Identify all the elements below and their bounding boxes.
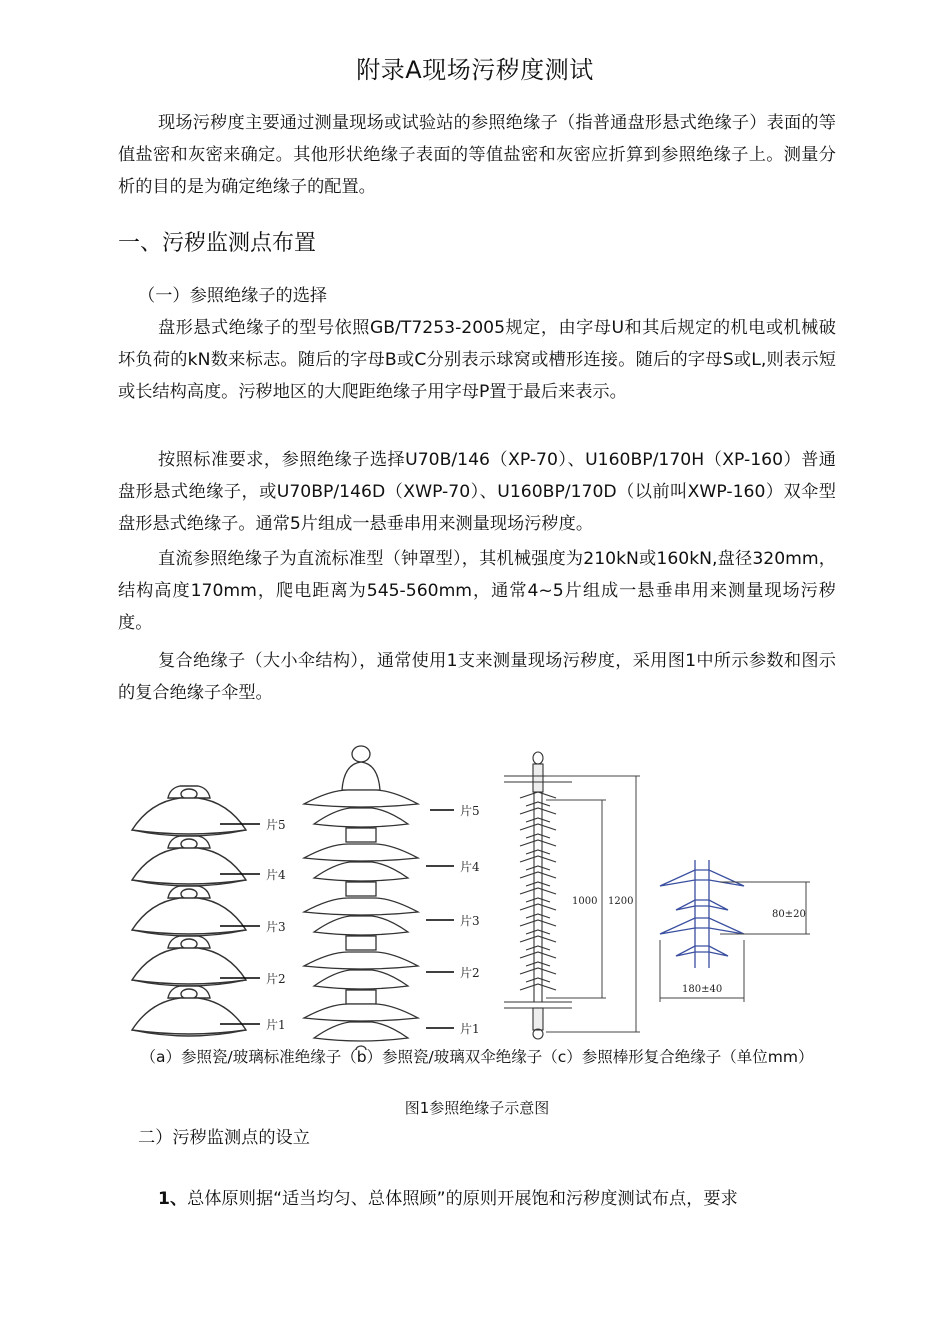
section-heading-1: 一、污秽监测点布置 bbox=[118, 231, 317, 256]
composite-rod-insulator bbox=[504, 752, 572, 1039]
label-a-1: 片1 bbox=[266, 1018, 286, 1032]
paragraph-reference-selection: 按照标准要求，参照绝缘子选择U70B/146（XP-70）、U160BP/170H（XP-160）普通盘形悬式绝缘子，或U70BP/146D（XWP-70）、U160BP/170D（以前叫XWP-160）双伞型盘形悬式绝缘子。通常5片组成一悬垂串用来测量现场污秽度。 bbox=[118, 450, 836, 534]
label-b-2: 片2 bbox=[460, 966, 480, 980]
label-b-1: 片1 bbox=[460, 1022, 480, 1036]
dim-1000: 1000 bbox=[572, 896, 598, 907]
paragraph-insulator-type: 盘形悬式绝缘子的型号依照GB/T7253-2005规定，由字母U和其后规定的机电或机械破坏负荷的kN数来标志。随后的字母B或C分别表示球窝或槽形连接。随后的字母S或L,则表示短或长结构高度。污秽地区的大爬距绝缘子用字母P置于最后来表示。 bbox=[118, 318, 836, 402]
insulator-figure bbox=[120, 740, 836, 1050]
dim-180: 180±40 bbox=[682, 984, 723, 995]
label-a-5: 片5 bbox=[266, 818, 286, 832]
double-shed-insulator-string bbox=[304, 746, 418, 1050]
paragraph-composite: 复合绝缘子（大小伞结构），通常使用1支来测量现场污秽度，采用图1中所示参数和图示的复合绝缘子伞型。 bbox=[118, 651, 836, 703]
figure-caption: （a）参照瓷/玻璃标准绝缘子（b）参照瓷/玻璃双伞绝缘子（c）参照棒形复合绝缘子（单位mm） bbox=[140, 1048, 814, 1066]
subsection-heading-2: 二）污秽监测点的设立 bbox=[138, 1128, 310, 1148]
label-a-3: 片3 bbox=[266, 920, 286, 934]
paragraph-dc-reference: 直流参照绝缘子为直流标准型（钟罩型），其机械强度为210kN或160kN,盘径320mm，结构高度170mm，爬电距离为545-560mm，通常4~5片组成一悬垂串用来测量现场污秽度。 bbox=[118, 549, 836, 633]
page-title: 附录A现场污秽度测试 bbox=[356, 56, 594, 84]
principle-text: 总体原则据“适当均匀、总体照顾”的原则开展饱和污秽度测试布点，要求 bbox=[187, 1189, 738, 1209]
intro-paragraph: 现场污秽度主要通过测量现场或试验站的参照绝缘子（指普通盘形悬式绝缘子）表面的等值盐密和灰密来确定。其他形状绝缘子表面的等值盐密和灰密应折算到参照绝缘子上。测量分析的目的是为确定绝缘子的配置。 bbox=[118, 113, 836, 197]
label-b-3: 片3 bbox=[460, 914, 480, 928]
label-b-5: 片5 bbox=[460, 804, 480, 818]
dim-1200: 1200 bbox=[608, 896, 634, 907]
principle-number: 1、 bbox=[158, 1189, 188, 1209]
subsection-heading-1: （一）参照绝缘子的选择 bbox=[138, 286, 328, 306]
label-a-2: 片2 bbox=[266, 972, 286, 986]
shed-profile bbox=[660, 860, 744, 968]
paragraph-principle bbox=[118, 1183, 836, 1215]
dim-80: 80±20 bbox=[772, 909, 806, 920]
label-b-4: 片4 bbox=[460, 860, 480, 874]
label-a-4: 片4 bbox=[266, 868, 286, 882]
figure-title: 图1参照绝缘子示意图 bbox=[404, 1099, 550, 1117]
